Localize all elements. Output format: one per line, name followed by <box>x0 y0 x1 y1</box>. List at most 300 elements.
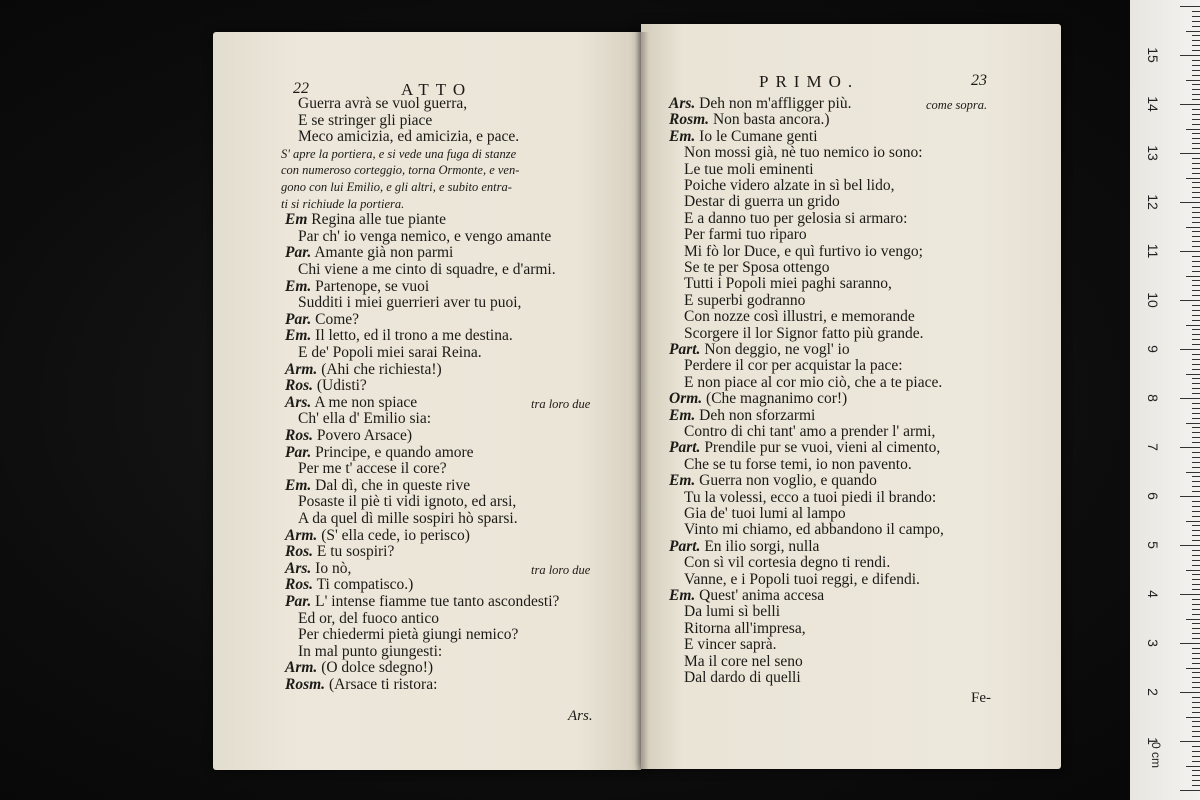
speaker-name: Par. <box>285 310 312 328</box>
speaker-name: Arm. <box>285 659 318 677</box>
ruler-tick <box>1180 741 1200 742</box>
text-line <box>669 473 877 489</box>
verse-text: Per farmi tuo riparo <box>684 226 807 244</box>
ruler-tick <box>1192 359 1200 360</box>
ruler-tick <box>1192 246 1200 247</box>
text-line <box>684 309 915 325</box>
text-line <box>285 362 442 378</box>
ruler-tick <box>1192 584 1200 585</box>
stage-direction: gono con lui Emilio, e gli altri, e subito entra- <box>281 180 512 194</box>
book-gutter <box>635 32 649 770</box>
verse-text: E a danno tuo per gelosia si armaro: <box>684 209 908 227</box>
text-line <box>684 604 780 620</box>
text-line <box>684 276 892 292</box>
text-line <box>285 528 470 544</box>
right-page <box>641 24 1061 769</box>
ruler-tick <box>1186 374 1200 375</box>
ruler-tick <box>1192 427 1200 428</box>
text-line <box>285 328 513 344</box>
text-line <box>285 594 559 610</box>
ruler-tick <box>1192 452 1200 453</box>
speaker-name: Rosm. <box>285 676 326 693</box>
text-line <box>669 391 847 407</box>
ruler-number: 4 <box>1145 590 1161 598</box>
verse-text: (Ahi che richiesta!) <box>321 360 442 378</box>
text-line <box>285 378 367 394</box>
verse-text: E superbi godranno <box>684 291 806 309</box>
ruler-tick <box>1186 423 1200 424</box>
verse-text: Io nò, <box>315 559 352 577</box>
text-line <box>669 342 850 358</box>
ruler-tick <box>1192 280 1200 281</box>
ruler-tick <box>1192 305 1200 306</box>
verse-text: Come? <box>315 310 360 328</box>
verse-text: Da lumi sì belli <box>684 603 781 621</box>
ruler-number: 9 <box>1145 345 1161 353</box>
ruler-tick <box>1180 104 1200 105</box>
text-line <box>298 494 516 510</box>
ruler-tick <box>1180 643 1200 644</box>
verse-text: Ch' ella d' Emilio sia: <box>298 410 432 428</box>
verse-text: Se te per Sposa ottengo <box>684 259 830 276</box>
text-line <box>281 179 512 195</box>
left-page-number: 22 <box>293 80 309 97</box>
verse-text: Con sì vil cortesia degno ti rendi. <box>684 554 891 572</box>
ruler-tick <box>1192 148 1200 149</box>
ruler-tick <box>1192 256 1200 257</box>
verse-text: Deh non m'affligger più. <box>699 95 852 112</box>
text-line <box>684 621 806 637</box>
ruler-tick <box>1192 192 1200 193</box>
ruler-tick <box>1192 476 1200 477</box>
ruler-tick <box>1192 418 1200 419</box>
ruler-tick <box>1186 570 1200 571</box>
speaker-name: Em. <box>285 277 312 295</box>
ruler-number: 14 <box>1145 96 1161 112</box>
text-line <box>684 227 807 243</box>
verse-text: Scorgere il lor Signor fatto più grande. <box>684 324 924 342</box>
speaker-name: Ars. <box>285 393 312 411</box>
text-line <box>684 260 830 276</box>
ruler-tick <box>1192 369 1200 370</box>
ruler-tick <box>1192 222 1200 223</box>
ruler-tick <box>1192 217 1200 218</box>
ruler-tick <box>1192 721 1200 722</box>
ruler-tick <box>1180 55 1200 56</box>
right-page-number: 23 <box>971 72 987 89</box>
text-line <box>684 654 803 670</box>
text-line <box>285 279 429 295</box>
verse-text: Il letto, ed il trono a me destina. <box>315 327 513 345</box>
ruler-tick <box>1192 697 1200 698</box>
verse-text: Io le Cumane genti <box>699 127 818 145</box>
verse-text: Vanne, e i Popoli tuoi reggi, e difendi. <box>684 570 920 588</box>
ruler-tick <box>1192 403 1200 404</box>
speaker-name: Em. <box>669 587 696 604</box>
ruler-tick <box>1192 535 1200 536</box>
ruler-tick <box>1192 119 1200 120</box>
speaker-name: Ars. <box>669 95 696 112</box>
ruler-tick <box>1192 702 1200 703</box>
verse-text: Non basta ancora.) <box>712 111 830 129</box>
text-line <box>285 577 413 593</box>
text-line <box>285 561 351 577</box>
verse-text: Per me t' accese il core? <box>298 460 447 478</box>
verse-text: Poiche videro alzate in sì bel lido, <box>684 177 895 194</box>
ruler-tick <box>1192 457 1200 458</box>
ruler-tick <box>1192 550 1200 551</box>
ruler-number: 6 <box>1145 492 1161 500</box>
ruler-tick <box>1180 300 1200 301</box>
verse-text: (Udisti? <box>316 377 367 395</box>
verse-text: Vinto mi chiamo, ed abbandono il campo, <box>684 521 944 539</box>
ruler-tick <box>1192 525 1200 526</box>
ruler-tick <box>1186 31 1200 32</box>
ruler-tick <box>1192 21 1200 22</box>
text-line <box>298 129 519 145</box>
ruler-tick <box>1192 467 1200 468</box>
verse-text: A da quel dì mille sospiri hò sparsi. <box>298 510 518 527</box>
verse-text: Guerra avrà se vuol guerra, <box>298 95 468 112</box>
ruler-tick <box>1192 393 1200 394</box>
ruler-number: 12 <box>1145 194 1161 210</box>
text-line <box>285 660 433 676</box>
ruler-tick <box>1192 712 1200 713</box>
ruler-tick <box>1192 383 1200 384</box>
ruler-tick <box>1186 521 1200 522</box>
ruler-tick <box>1192 658 1200 659</box>
text-line <box>684 572 920 588</box>
ruler-tick <box>1192 295 1200 296</box>
ruler-tick <box>1192 579 1200 580</box>
ruler-tick <box>1192 574 1200 575</box>
ruler-tick <box>1192 731 1200 732</box>
verse-text: Tutti i Popoli miei paghi saranno, <box>684 275 892 293</box>
verse-text: Regina alle tue piante <box>311 211 446 229</box>
verse-text: Partenope, se vuoi <box>315 277 430 295</box>
ruler-tick <box>1192 614 1200 615</box>
text-line <box>684 424 935 440</box>
ruler-tick <box>1192 599 1200 600</box>
verse-text: Deh non sforzarmi <box>699 406 816 424</box>
text-line <box>298 113 432 129</box>
ruler-tick <box>1192 344 1200 345</box>
verse-text: E tu sospiri? <box>316 543 395 561</box>
ruler-tick <box>1180 349 1200 350</box>
ruler-tick <box>1192 785 1200 786</box>
ruler-tick <box>1192 638 1200 639</box>
verse-text: E non piace al cor mio ciò, che a te piace. <box>684 373 943 391</box>
ruler-tick <box>1192 501 1200 502</box>
ruler-tick <box>1192 491 1200 492</box>
ruler-tick <box>1192 511 1200 512</box>
ruler-tick <box>1192 173 1200 174</box>
ruler-tick <box>1192 530 1200 531</box>
ruler-tick <box>1192 633 1200 634</box>
ruler-tick <box>1192 89 1200 90</box>
text-line <box>281 162 519 178</box>
verse-text: Non deggio, ne vogl' io <box>704 341 850 358</box>
stage-direction: ti si richiude la portiera. <box>281 196 405 211</box>
verse-text: Che se tu forse temi, io non pavento. <box>684 455 912 473</box>
text-line <box>684 490 936 506</box>
verse-text: Destar di guerra un grido <box>684 193 840 211</box>
verse-text: (Che magnanimo cor!) <box>706 390 848 408</box>
ruler-tick <box>1192 540 1200 541</box>
ruler-tick <box>1180 594 1200 595</box>
verse-text: Ritorna all'impresa, <box>684 619 806 637</box>
text-line <box>298 627 518 643</box>
ruler-tick <box>1186 668 1200 669</box>
ruler-tick <box>1186 325 1200 326</box>
ruler-tick <box>1192 16 1200 17</box>
speaker-name: Part. <box>669 341 701 358</box>
ruler-tick <box>1180 251 1200 252</box>
ruler-tick <box>1186 717 1200 718</box>
verse-text: Contro di chi tant' amo a prender l' armi, <box>684 423 936 440</box>
speaker-name: Em <box>285 211 308 229</box>
ruler-tick <box>1192 40 1200 41</box>
ruler-number: 2 <box>1145 688 1161 696</box>
ruler-tick <box>1192 746 1200 747</box>
speaker-name: Ros. <box>285 377 313 395</box>
ruler-tick <box>1192 231 1200 232</box>
ruler-tick <box>1180 790 1200 791</box>
text-line <box>285 212 446 228</box>
ruler-tick <box>1192 94 1200 95</box>
measuring-ruler <box>1130 0 1200 800</box>
ruler-tick <box>1192 516 1200 517</box>
speaker-name: Ros. <box>285 427 313 444</box>
ruler-tick <box>1192 682 1200 683</box>
ruler-tick <box>1180 153 1200 154</box>
text-line <box>684 194 840 210</box>
ruler-tick <box>1192 158 1200 159</box>
ruler-tick <box>1192 628 1200 629</box>
verse-text: Meco amicizia, ed amicizia, e pace. <box>298 128 520 146</box>
text-line <box>684 670 801 686</box>
ruler-tick <box>1192 780 1200 781</box>
ruler-tick <box>1192 315 1200 316</box>
verse-text: (S' ella cede, io perisco) <box>321 526 470 544</box>
ruler-tick <box>1192 26 1200 27</box>
ruler-tick <box>1180 202 1200 203</box>
speaker-name: Arm. <box>285 360 318 378</box>
speaker-name: Par. <box>285 443 312 461</box>
verse-text: E vincer saprà. <box>684 636 777 654</box>
text-line <box>298 96 467 112</box>
ruler-tick <box>1192 124 1200 125</box>
verse-text: Mi fò lor Duce, e quì furtivo io vengo; <box>684 242 923 260</box>
ruler-tick <box>1186 472 1200 473</box>
ruler-number: 5 <box>1145 541 1161 549</box>
text-line <box>684 555 890 571</box>
text-line <box>298 511 518 527</box>
verse-text: Quest' anima accesa <box>699 587 825 604</box>
ruler-tick <box>1192 648 1200 649</box>
ruler-tick <box>1192 290 1200 291</box>
ruler-tick <box>1192 109 1200 110</box>
text-line <box>684 506 846 522</box>
text-line <box>285 312 359 328</box>
ruler-tick <box>1180 6 1200 7</box>
open-book <box>205 22 1070 774</box>
ruler-tick <box>1192 45 1200 46</box>
text-line <box>285 445 474 461</box>
text-line <box>669 408 815 424</box>
verse-text: Dal dardo di quelli <box>684 669 801 686</box>
text-line <box>298 611 439 627</box>
ruler-tick <box>1192 378 1200 379</box>
ruler-tick <box>1186 129 1200 130</box>
text-line <box>285 544 394 560</box>
ruler-tick <box>1192 726 1200 727</box>
speaker-name: Em. <box>285 476 312 494</box>
margin-note: come sopra. <box>926 98 988 112</box>
speaker-name: Par. <box>285 593 312 610</box>
text-line <box>298 644 442 660</box>
ruler-unit-label: 0 cm <box>1149 741 1164 769</box>
text-line <box>285 395 417 411</box>
verse-text: Perdere il cor per acquistar la pace: <box>684 357 903 375</box>
verse-text: In mal punto giungesti: <box>298 642 443 660</box>
text-line <box>669 588 824 604</box>
ruler-number: 11 <box>1145 243 1161 259</box>
ruler-number: 1 <box>1145 737 1161 745</box>
verse-text: Tu la volessi, ecco a tuoi piedi il brando: <box>684 488 937 506</box>
stage-direction: S' apre la portiera, e si vede una fuga di stanze <box>281 146 517 161</box>
speaker-name: Rosm. <box>669 111 710 129</box>
ruler-tick <box>1192 261 1200 262</box>
stage-direction: con numeroso corteggio, torna Ormonte, e ven- <box>281 163 520 178</box>
verse-text: (O dolce sdegno!) <box>321 659 434 677</box>
ruler-tick <box>1186 178 1200 179</box>
ruler-tick <box>1192 99 1200 100</box>
ruler-number: 10 <box>1145 292 1161 308</box>
text-line <box>684 162 814 178</box>
ruler-tick <box>1192 751 1200 752</box>
ruler-number: 13 <box>1145 145 1161 161</box>
ruler-tick <box>1192 770 1200 771</box>
ruler-tick <box>1192 266 1200 267</box>
verse-text: (Arsace ti ristora: <box>328 676 438 693</box>
ruler-tick <box>1192 114 1200 115</box>
text-line <box>684 293 805 309</box>
verse-text: E de' Popoli miei sarai Reina. <box>298 344 482 361</box>
text-line <box>684 145 923 161</box>
text-line <box>298 345 482 361</box>
ruler-number: 15 <box>1145 47 1161 63</box>
text-line <box>298 461 447 477</box>
verse-text: Le tue moli eminenti <box>684 160 814 178</box>
ruler-tick <box>1180 398 1200 399</box>
ruler-tick <box>1192 197 1200 198</box>
verse-text: L' intense fiamme tue tanto ascondesti? <box>315 593 560 610</box>
text-line <box>281 196 404 212</box>
ruler-tick <box>1192 168 1200 169</box>
ruler-tick <box>1192 672 1200 673</box>
speaker-name: Arm. <box>285 526 318 544</box>
verse-text: Ma il core nel seno <box>684 652 803 670</box>
text-line <box>684 326 923 342</box>
verse-text: Ti compatisco.) <box>316 576 414 594</box>
ruler-tick <box>1192 35 1200 36</box>
ruler-tick <box>1186 619 1200 620</box>
verse-text: Con nozze così illustri, e memorande <box>684 308 915 326</box>
ruler-tick <box>1192 65 1200 66</box>
ruler-tick <box>1180 447 1200 448</box>
ruler-tick <box>1180 496 1200 497</box>
ruler-tick <box>1192 653 1200 654</box>
text-line <box>285 428 412 444</box>
text-line <box>684 457 912 473</box>
ruler-tick <box>1192 442 1200 443</box>
ruler-tick <box>1192 589 1200 590</box>
text-line <box>669 96 851 112</box>
right-page-header: PRIMO. <box>759 72 860 91</box>
right-catchword: Fe- <box>971 690 991 706</box>
text-line <box>684 211 907 227</box>
ruler-tick <box>1192 364 1200 365</box>
verse-text: E se stringer gli piace <box>298 111 433 129</box>
speaker-name: Part. <box>669 439 701 457</box>
text-line <box>684 244 923 260</box>
ruler-tick <box>1192 354 1200 355</box>
text-line <box>285 677 437 693</box>
ruler-tick <box>1192 236 1200 237</box>
ruler-tick <box>1192 310 1200 311</box>
speaker-name: Orm. <box>669 390 703 408</box>
verse-text: Gia de' tuoi lumi al lampo <box>684 505 846 522</box>
ruler-tick <box>1192 320 1200 321</box>
speaker-name: Em. <box>285 327 312 345</box>
ruler-tick <box>1192 486 1200 487</box>
ruler-tick <box>1192 75 1200 76</box>
text-line <box>298 411 431 427</box>
ruler-tick <box>1192 565 1200 566</box>
ruler-tick <box>1192 775 1200 776</box>
text-line <box>285 478 470 494</box>
ruler-tick <box>1192 334 1200 335</box>
verse-text: Prendile pur se vuoi, vieni al cimento, <box>704 439 941 457</box>
ruler-tick <box>1192 60 1200 61</box>
ruler-tick <box>1180 545 1200 546</box>
ruler-tick <box>1192 560 1200 561</box>
text-line <box>298 229 551 245</box>
speaker-name: Em. <box>669 472 696 490</box>
ruler-tick <box>1192 506 1200 507</box>
ruler-tick <box>1192 70 1200 71</box>
text-line <box>684 637 777 653</box>
margin-note: tra loro due <box>531 396 591 411</box>
ruler-tick <box>1192 182 1200 183</box>
verse-text: A me non spiace <box>314 393 418 411</box>
ruler-tick <box>1192 623 1200 624</box>
ruler-number: 3 <box>1145 639 1161 647</box>
text-line <box>669 112 830 128</box>
ruler-tick <box>1192 241 1200 242</box>
text-line <box>684 522 944 538</box>
ruler-tick <box>1192 11 1200 12</box>
ruler-tick <box>1192 143 1200 144</box>
ruler-tick <box>1192 756 1200 757</box>
ruler-tick <box>1192 50 1200 51</box>
ruler-tick <box>1192 285 1200 286</box>
ruler-tick <box>1192 432 1200 433</box>
ruler-tick <box>1192 462 1200 463</box>
ruler-tick <box>1192 437 1200 438</box>
text-line <box>684 358 903 374</box>
